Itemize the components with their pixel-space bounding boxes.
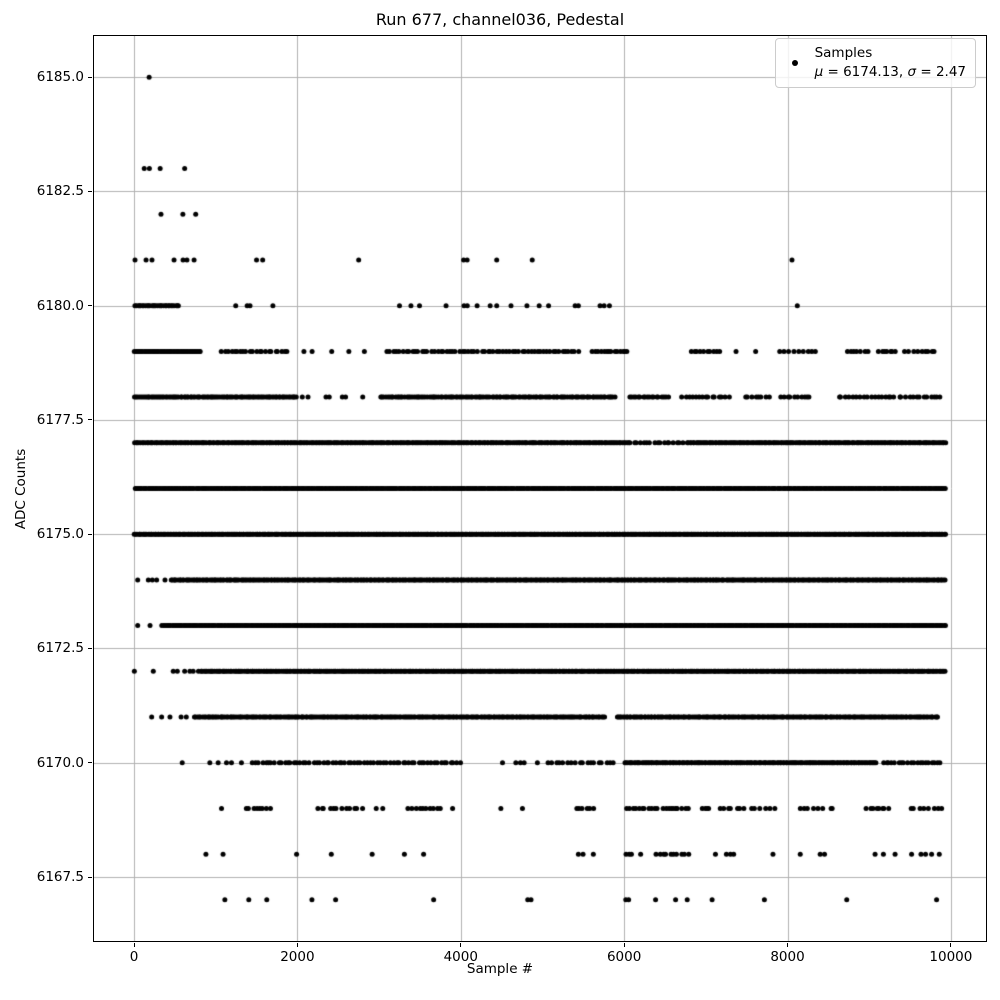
y-tick-label: 6177.5 [36,411,84,428]
y-tick-mark [88,305,92,306]
legend [775,38,976,88]
x-tick-label: 4000 [443,949,478,965]
y-tick-label: 6172.5 [36,640,84,657]
legend-text [815,44,966,82]
scatter-canvas [94,36,986,941]
y-tick-mark [88,762,92,763]
legend-sample-marker-icon [792,60,798,66]
y-tick-mark [88,419,92,420]
x-tick-label: 6000 [606,949,642,965]
plot-area [93,35,987,942]
chart-title: Run 677, channel036, Pedestal [375,10,625,29]
sigma-value: = 2.47 [916,63,966,80]
mu-value: = 6174.13, [823,63,908,80]
y-tick-label: 6170.0 [36,754,84,771]
x-tick-mark [787,943,788,947]
y-tick-mark [88,534,92,535]
y-tick-mark [88,191,92,192]
x-axis-label: Sample # [466,961,534,977]
mu-symbol: μ [814,63,824,80]
y-tick-mark [88,877,92,878]
y-tick-label: 6180.0 [36,297,84,314]
x-tick-label: 2000 [280,949,315,965]
x-tick-label: 10000 [929,949,973,965]
x-tick-mark [297,943,298,947]
legend-entry-samples: Samples [814,45,873,61]
y-tick-label: 6185.0 [36,69,84,86]
y-tick-mark [88,77,92,78]
y-tick-label: 6167.5 [36,869,84,885]
x-tick-mark [134,943,135,947]
x-tick-label: 8000 [770,949,805,965]
y-tick-label: 6182.5 [36,183,84,200]
y-axis-label: ADC Counts [13,448,29,530]
y-tick-label: 6175.0 [36,526,84,543]
x-tick-label: 0 [129,949,139,965]
sigma-symbol: σ [907,63,917,80]
y-tick-mark [88,648,92,649]
legend-stats [815,63,966,82]
x-tick-mark [460,943,461,947]
x-tick-mark [624,943,625,947]
x-tick-mark [950,943,951,947]
